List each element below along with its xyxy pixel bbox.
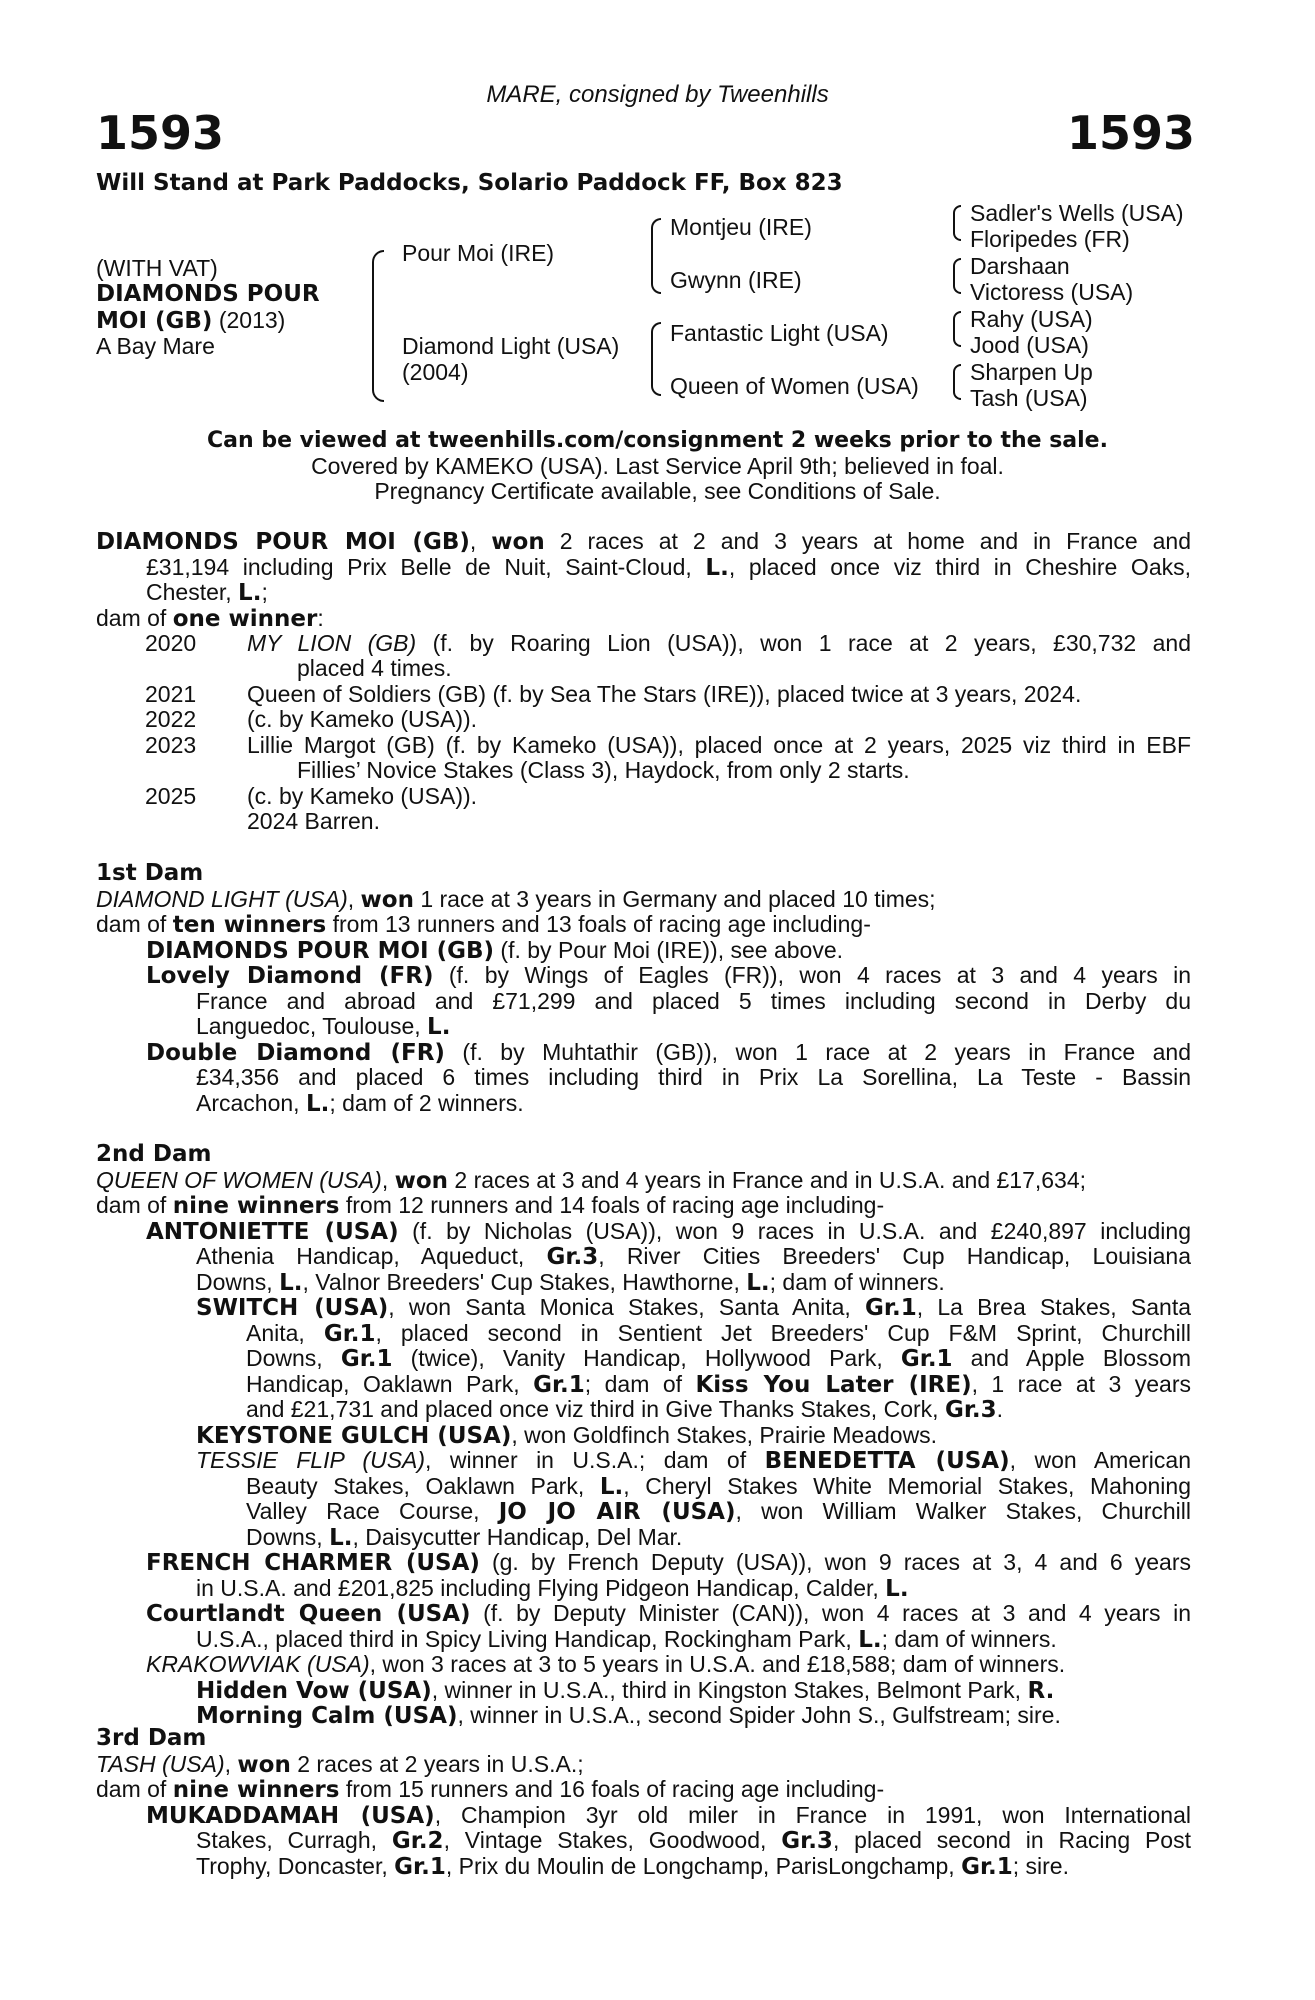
progeny-record-cont: Downs, bbox=[196, 1268, 273, 1295]
first-dam-section: 1st Dam DIAMOND LIGHT (USA), won 1 race at 3 years in Germany and placed 10 times; dam of ten winners from 13 runners and 13 foals of racing age including- DIAMONDS POUR MOI (GB) (f. by Pour Moi (IRE)), see above. Lovely Diamond (FR) (f. by Wings of Eagles (FR)), won 4 races at 3 and 4 years in France and abroad and £71,299 and placed 5 times including second in Derby du Languedoc, Toulouse, L. Double Diamond (FR) (f. by Muhtathir (GB)), won 1 race at 2 years in France and £34,356 and placed 6 times including third in Prix La Sorellina, La Teste - Bassin Arcachon, L.; dam of 2 winners. bbox=[96, 860, 1191, 1117]
viewing-note: Can be viewed at tweenhills.com/consignment 2 weeks prior to the sale. bbox=[207, 428, 1108, 453]
grade-label: Gr.1 bbox=[340, 1346, 393, 1372]
restricted-label: R. bbox=[1027, 1677, 1055, 1704]
pedigree-brace-sd bbox=[953, 258, 961, 294]
dam-of-label: dam of bbox=[96, 1776, 167, 1802]
progeny-record-cont: and Apple Blossom bbox=[952, 1346, 1191, 1371]
listed-label: L. bbox=[858, 1626, 882, 1653]
pedigree-dam: Diamond Light (USA) bbox=[402, 333, 620, 359]
foal-name: MY LION (GB) bbox=[247, 630, 417, 656]
winners-count: nine winners bbox=[172, 1777, 340, 1803]
progeny-name: TESSIE FLIP (USA) bbox=[196, 1448, 426, 1473]
pedigree-sire-dam: Gwynn (IRE) bbox=[670, 267, 802, 293]
mare-name: DIAMONDS POUR MOI (GB) bbox=[96, 529, 470, 555]
pedigree-sire: Pour Moi (IRE) bbox=[402, 240, 555, 266]
horse-name-part2: MOI (GB) bbox=[96, 308, 213, 334]
horse-description: A Bay Mare bbox=[96, 333, 215, 359]
progeny-name: SWITCH (USA) bbox=[196, 1295, 389, 1321]
progeny-record-cont: Trophy, Doncaster, bbox=[196, 1852, 388, 1879]
horse-foaled-year: (2013) bbox=[212, 307, 286, 333]
progeny-record-cont: (twice), Vanity Handicap, Hollywood Park, bbox=[392, 1346, 883, 1371]
progeny-name: Double Diamond (FR) bbox=[146, 1039, 445, 1065]
horse-name-line2 bbox=[96, 307, 285, 334]
progeny-record-cont: Arcachon, bbox=[196, 1089, 300, 1116]
progeny-record-cont: U.S.A., placed third in Spicy Living Handicap, Rockingham Park, bbox=[196, 1625, 852, 1652]
listed-label: L. bbox=[599, 1473, 624, 1499]
colon: : bbox=[317, 604, 324, 631]
progeny-record: (f. by Wings of Eagles (FR)), won 4 races at 3 and 4 years in bbox=[448, 963, 1191, 988]
lot-number-left: 1593 bbox=[96, 106, 225, 160]
progeny-record-cont: , Prix du Moulin de Longchamp, ParisLongchamp, bbox=[445, 1852, 955, 1879]
progeny-record-cont: in U.S.A. and £201,825 including Flying Pidgeon Handicap, Calder, bbox=[196, 1574, 879, 1601]
progeny-record: , winner in U.S.A.; dam of bbox=[425, 1448, 747, 1473]
progeny-record-cont: ; dam of winners. bbox=[769, 1268, 945, 1295]
produce-year-2025: 2025 bbox=[145, 783, 197, 809]
pedigree-dsd: Jood (USA) bbox=[970, 332, 1089, 358]
progeny-record-cont: Valley Race Course, bbox=[246, 1499, 480, 1524]
progeny-record: , winner in U.S.A., third in Kingston Stakes, Belmont Park, bbox=[431, 1676, 1022, 1703]
progeny-record-cont: , placed second in Sentient Jet Breeders' Cup F&M Sprint, Churchill bbox=[375, 1320, 1191, 1346]
produce-2020 bbox=[247, 631, 1191, 656]
mare-record-text-5: ; bbox=[261, 579, 268, 605]
vat-note: (WITH VAT) bbox=[96, 255, 218, 281]
lot-number-right: 1593 bbox=[1066, 106, 1195, 160]
progeny-record-cont: France and abroad and £71,299 and placed 5 times including second in Derby du bbox=[196, 988, 1191, 1014]
progeny-record-cont: Anita, bbox=[246, 1320, 305, 1346]
listed-label: L. bbox=[746, 1269, 770, 1296]
listed-label: L. bbox=[329, 1524, 353, 1551]
progeny-record-cont: Handicap, Oaklawn Park, bbox=[246, 1371, 520, 1397]
first-dam-heading: 1st Dam bbox=[96, 860, 204, 886]
grade-label: Gr.3 bbox=[944, 1397, 997, 1423]
dam-of-label: dam of bbox=[96, 1192, 167, 1218]
horse-name-line1: DIAMONDS POUR bbox=[96, 281, 320, 307]
winners-count: nine winners bbox=[172, 1193, 340, 1219]
progeny-record-cont: Stakes, Curragh, bbox=[196, 1828, 378, 1853]
progeny-record: , won Goldfinch Stakes, Prairie Meadows. bbox=[511, 1421, 938, 1448]
pedigree-brace-ds bbox=[953, 311, 961, 347]
pedigree-brace-sire bbox=[651, 218, 661, 294]
grade-label: Gr.1 bbox=[394, 1853, 446, 1880]
progeny-name: Courtlandt Queen (USA) bbox=[146, 1601, 471, 1627]
pedigree-dam-sire: Fantastic Light (USA) bbox=[670, 320, 889, 346]
progeny-record-cont: ; sire. bbox=[1012, 1852, 1069, 1879]
winners-count: ten winners bbox=[172, 912, 327, 938]
pedigree-sds: Darshaan bbox=[970, 253, 1070, 279]
progeny-record-cont: Languedoc, Toulouse, bbox=[196, 1013, 421, 1039]
progeny-name: MUKADDAMAH (USA) bbox=[146, 1802, 435, 1828]
progeny-record-cont: , Valnor Breeders' Cup Stakes, Hawthorne, bbox=[302, 1268, 740, 1295]
progeny-record-cont: , won William Walker Stakes, Churchill bbox=[735, 1499, 1191, 1524]
dam-name: DIAMOND LIGHT (USA) bbox=[96, 885, 348, 912]
progeny-record-cont: , placed second in Racing Post bbox=[832, 1828, 1191, 1853]
listed-label: L. bbox=[305, 1090, 330, 1117]
pedigree-ddd: Tash (USA) bbox=[970, 385, 1088, 411]
grade-label: Gr.1 bbox=[323, 1320, 376, 1346]
listed-label: L. bbox=[705, 554, 729, 580]
grade-label: Gr.3 bbox=[781, 1828, 833, 1854]
progeny-record: , winner in U.S.A., second Spider John S., Gulfstream; sire. bbox=[457, 1702, 1061, 1728]
progeny-record-cont: , River Cities Breeders' Cup Handicap, Louisiana bbox=[598, 1244, 1191, 1269]
produce-2023-cont: Fillies’ Novice Stakes (Class 3), Haydock, from only 2 starts. bbox=[297, 757, 910, 783]
produce-2023: Lillie Margot (GB) (f. by Kameko (USA)), placed once at 2 years, 2025 viz third in EBF bbox=[247, 732, 1191, 758]
progeny-record: , La Brea Stakes, Santa bbox=[916, 1295, 1191, 1320]
progeny-name: KRAKOWVIAK (USA) bbox=[146, 1651, 370, 1677]
runners-text: from 13 runners and 13 foals of racing age including- bbox=[332, 911, 871, 937]
dam-of-label: dam of bbox=[96, 604, 167, 631]
progeny-name: JO JO AIR (USA) bbox=[498, 1499, 736, 1525]
pedigree-brace-dam bbox=[651, 322, 661, 396]
grade-label: Gr.1 bbox=[533, 1371, 585, 1397]
grade-label: Gr.1 bbox=[961, 1853, 1013, 1880]
progeny-record: , won 3 races at 3 to 5 years in U.S.A. and £18,588; dam of winners. bbox=[369, 1651, 1066, 1677]
catalogue-subtitle: MARE, consigned by Tweenhills bbox=[486, 81, 829, 108]
second-dam-section: 2nd Dam QUEEN OF WOMEN (USA), won 2 races at 3 and 4 years in France and in U.S.A. and £17,634; dam of nine winners from 12 runners and 14 foals of racing age including- ANTONIETTE (USA) (f. by Nicholas (USA)), won 9 races in U.S.A. and £240,897 including Athenia Handicap, Aqueduct, Gr.3, River Cities Breeders' Cup Handicap, Louisiana Downs, L., Valnor Breeders' Cup Stakes, Hawthorne, L.; dam of winners. SWITCH (USA), won Santa Monica Stakes, Santa Anita, Gr.1, La Brea Stakes, Santa Anita, Gr.1, placed second in Sentient Jet Breeders' Cup F&M Sprint, Churchill Downs, Gr.1 (twice), Vanity Handicap, Hollywood Park, Gr.1 and Apple Blossom Handicap, Oaklawn Park, Gr.1; dam of Kiss You Later (IRE), 1 race at 3 years and £21,731 and placed once viz third in Give Thanks Stakes, Cork, Gr.3. KEYSTONE GULCH (USA), won Goldfinch Stakes, Prairie Meadows. TESSIE FLIP (USA), winner in U.S.A.; dam of BENEDETTA (USA), won American Beauty Stakes, Oaklawn Park, L., Cheryl Stakes White Memorial Stakes, Mahoning Valley Race Course, JO JO AIR (USA), won William Walker Stakes, Churchill Downs, L., Daisycutter Handicap, Del Mar. FRENCH CHARMER (USA) (g. by French Deputy (USA)), won 9 races at 3, 4 and 6 years in U.S.A. and £201,825 including Flying Pidgeon Handicap, Calder, L. Courtlandt Queen (USA) (f. by Deputy Minister (CAN)), won 4 races at 3 and 4 years in U.S.A., placed third in Spicy Living Handicap, Rockingham Park, L.; dam of winners. KRAKOWVIAK (USA), won 3 races at 3 to 5 years in U.S.A. and £18,588; dam of winners. Hidden Vow (USA), winner in U.S.A., third in Kingston Stakes, Belmont Park, R. Morning Calm (USA), winner in U.S.A., second Spider John S., Gulfstream; sire. bbox=[96, 1141, 1191, 1729]
progeny-name: Kiss You Later (IRE) bbox=[695, 1371, 972, 1397]
progeny-name: ANTONIETTE (USA) bbox=[146, 1218, 399, 1244]
dam-name: TASH (USA) bbox=[96, 1750, 225, 1777]
won-label: won bbox=[237, 1751, 291, 1778]
progeny-name: BENEDETTA (USA) bbox=[764, 1448, 1010, 1474]
mare-record-text-4: Chester, bbox=[146, 579, 232, 605]
progeny-record-cont: Athenia Handicap, Aqueduct, bbox=[196, 1244, 525, 1269]
dam-record: 1 race at 3 years in Germany and placed 10 times; bbox=[420, 885, 936, 912]
mare-record-text-3: , placed once viz third in Cheshire Oaks, bbox=[728, 554, 1191, 580]
produce-year-2023: 2023 bbox=[145, 732, 197, 758]
progeny-record-cont: , Daisycutter Handicap, Del Mar. bbox=[352, 1523, 683, 1550]
produce-year-2022: 2022 bbox=[145, 706, 197, 732]
produce-2024-barren: 2024 Barren. bbox=[247, 808, 380, 834]
progeny-name: Morning Calm (USA) bbox=[196, 1703, 458, 1729]
listed-label: L. bbox=[885, 1575, 909, 1602]
pedigree-brace-ss bbox=[953, 205, 961, 241]
pedigree-dss: Rahy (USA) bbox=[970, 306, 1093, 332]
stand-location: Will Stand at Park Paddocks, Solario Paddock FF, Box 823 bbox=[96, 170, 843, 196]
covered-note: Covered by KAMEKO (USA). Last Service April 9th; believed in foal. bbox=[311, 453, 1004, 479]
runners-text: from 12 runners and 14 foals of racing age including- bbox=[345, 1192, 885, 1218]
progeny-record-cont: ; dam of winners. bbox=[881, 1625, 1057, 1652]
pedigree-ssd: Floripedes (FR) bbox=[970, 226, 1130, 252]
produce-2025: (c. by Kameko (USA)). bbox=[247, 783, 478, 809]
second-dam-heading: 2nd Dam bbox=[96, 1141, 212, 1167]
dam-of-label: dam of bbox=[96, 911, 167, 937]
dam-record: 2 races at 2 years in U.S.A.; bbox=[297, 1750, 584, 1777]
produce-year-2020: 2020 bbox=[145, 630, 197, 656]
progeny-record: (f. by Nicholas (USA)), won 9 races in U.S.A. and £240,897 including bbox=[412, 1218, 1191, 1244]
grade-label: Gr.1 bbox=[900, 1346, 953, 1372]
mare-record-text-2: £31,194 including Prix Belle de Nuit, Saint-Cloud, bbox=[146, 554, 692, 580]
pedigree-brace-dd bbox=[953, 364, 961, 400]
pedigree-sire-sire: Montjeu (IRE) bbox=[670, 214, 812, 240]
progeny-record-cont: , Vintage Stakes, Goodwood, bbox=[443, 1828, 767, 1853]
pedigree-dds: Sharpen Up bbox=[970, 359, 1093, 385]
progeny-record-cont: ; dam of 2 winners. bbox=[329, 1089, 524, 1116]
progeny-record: (f. by Pour Moi (IRE)), see above. bbox=[494, 936, 843, 963]
listed-label: L. bbox=[238, 580, 262, 606]
progeny-record-cont: , Cheryl Stakes White Memorial Stakes, Mahoning bbox=[623, 1473, 1191, 1499]
progeny-record: (g. by French Deputy (USA)), won 9 races at 3, 4 and 6 years bbox=[479, 1550, 1191, 1575]
grade-label: Gr.1 bbox=[865, 1295, 917, 1321]
produce-year-2021: 2021 bbox=[145, 681, 197, 707]
progeny-record-cont: £34,356 and placed 6 times including third in Prix La Sorellina, La Teste - Bassin bbox=[196, 1065, 1191, 1090]
winners-count: one winner bbox=[172, 605, 318, 632]
progeny-record: , won Santa Monica Stakes, Santa Anita, bbox=[388, 1295, 851, 1320]
won-label: won bbox=[360, 886, 414, 913]
progeny-record-cont: Downs, bbox=[246, 1346, 323, 1371]
progeny-record: (f. by Muhtathir (GB)), won 1 race at 2 years in France and bbox=[462, 1039, 1191, 1065]
pedigree-brace-gen1 bbox=[372, 250, 384, 402]
progeny-name: KEYSTONE GULCH (USA) bbox=[196, 1422, 512, 1449]
produce-2022: (c. by Kameko (USA)). bbox=[247, 706, 478, 732]
won-label: won bbox=[394, 1167, 449, 1194]
progeny-record: , won American bbox=[1009, 1448, 1191, 1473]
produce-2020-cont: placed 4 times. bbox=[297, 655, 452, 681]
foal-record: (f. by Roaring Lion (USA)), won 1 race at 2 years, £30,732 and bbox=[416, 630, 1191, 656]
grade-label: Gr.3 bbox=[546, 1244, 599, 1270]
progeny-name: FRENCH CHARMER (USA) bbox=[146, 1550, 480, 1576]
progeny-record-cont: and £21,731 and placed once viz third in Give Thanks Stakes, Cork, bbox=[246, 1396, 939, 1422]
progeny-name: DIAMONDS POUR MOI (GB) bbox=[146, 937, 495, 964]
progeny-record-cont: ; dam of bbox=[584, 1371, 682, 1397]
progeny-record: (f. by Deputy Minister (CAN)), won 4 races at 3 and 4 years in bbox=[470, 1601, 1191, 1626]
mare-record-text: 2 races at 2 and 3 years at home and in France and bbox=[559, 529, 1191, 554]
dam-name: QUEEN OF WOMEN (USA) bbox=[96, 1166, 382, 1193]
progeny-record-cont: Beauty Stakes, Oaklawn Park, bbox=[246, 1473, 585, 1499]
progeny-name: Hidden Vow (USA) bbox=[196, 1677, 432, 1704]
produce-section: DIAMONDS POUR MOI (GB), won 2 races at 2 and 3 years at home and in France and £31,194 including Prix Belle de Nuit, Saint-Cloud, L., placed once viz third in Cheshire Oaks, Chester, L.; dam of one winner: bbox=[96, 529, 1191, 632]
produce-2021: Queen of Soldiers (GB) (f. by Sea The Stars (IRE)), placed twice at 3 years, 2024. bbox=[247, 681, 1082, 707]
dam-record: 2 races at 3 and 4 years in France and in U.S.A. and £17,634; bbox=[454, 1166, 1087, 1193]
progeny-record-cont: , 1 race at 3 years bbox=[971, 1371, 1191, 1397]
pregnancy-note: Pregnancy Certificate available, see Conditions of Sale. bbox=[374, 478, 941, 504]
progeny-record: , Champion 3yr old miler in France in 1991, won International bbox=[434, 1802, 1191, 1828]
progeny-name: Lovely Diamond (FR) bbox=[146, 963, 434, 989]
listed-label: L. bbox=[427, 1014, 451, 1040]
progeny-record-cont: Downs, bbox=[246, 1523, 323, 1550]
third-dam-heading: 3rd Dam bbox=[96, 1725, 207, 1751]
progeny-record-cont: . bbox=[996, 1396, 1004, 1422]
pedigree-dam-year: (2004) bbox=[402, 359, 469, 385]
pedigree-sdd: Victoress (USA) bbox=[970, 279, 1134, 305]
grade-label: Gr.2 bbox=[391, 1828, 444, 1854]
runners-text: from 15 runners and 16 foals of racing age including- bbox=[345, 1776, 885, 1802]
listed-label: L. bbox=[279, 1269, 303, 1296]
won-label: won bbox=[491, 529, 545, 555]
pedigree-dam-dam: Queen of Women (USA) bbox=[670, 373, 919, 399]
third-dam-section: 3rd Dam TASH (USA), won 2 races at 2 years in U.S.A.; dam of nine winners from 15 runners and 16 foals of racing age including- MUKADDAMAH (USA), Champion 3yr old miler in France in 1991, won International Stakes, Curragh, Gr.2, Vintage Stakes, Goodwood, Gr.3, placed second in Racing Post Trophy, Doncaster, Gr.1, Prix du Moulin de Longchamp, ParisLongchamp, Gr.1; sire. bbox=[96, 1725, 1191, 1880]
pedigree-sss: Sadler's Wells (USA) bbox=[970, 200, 1184, 226]
